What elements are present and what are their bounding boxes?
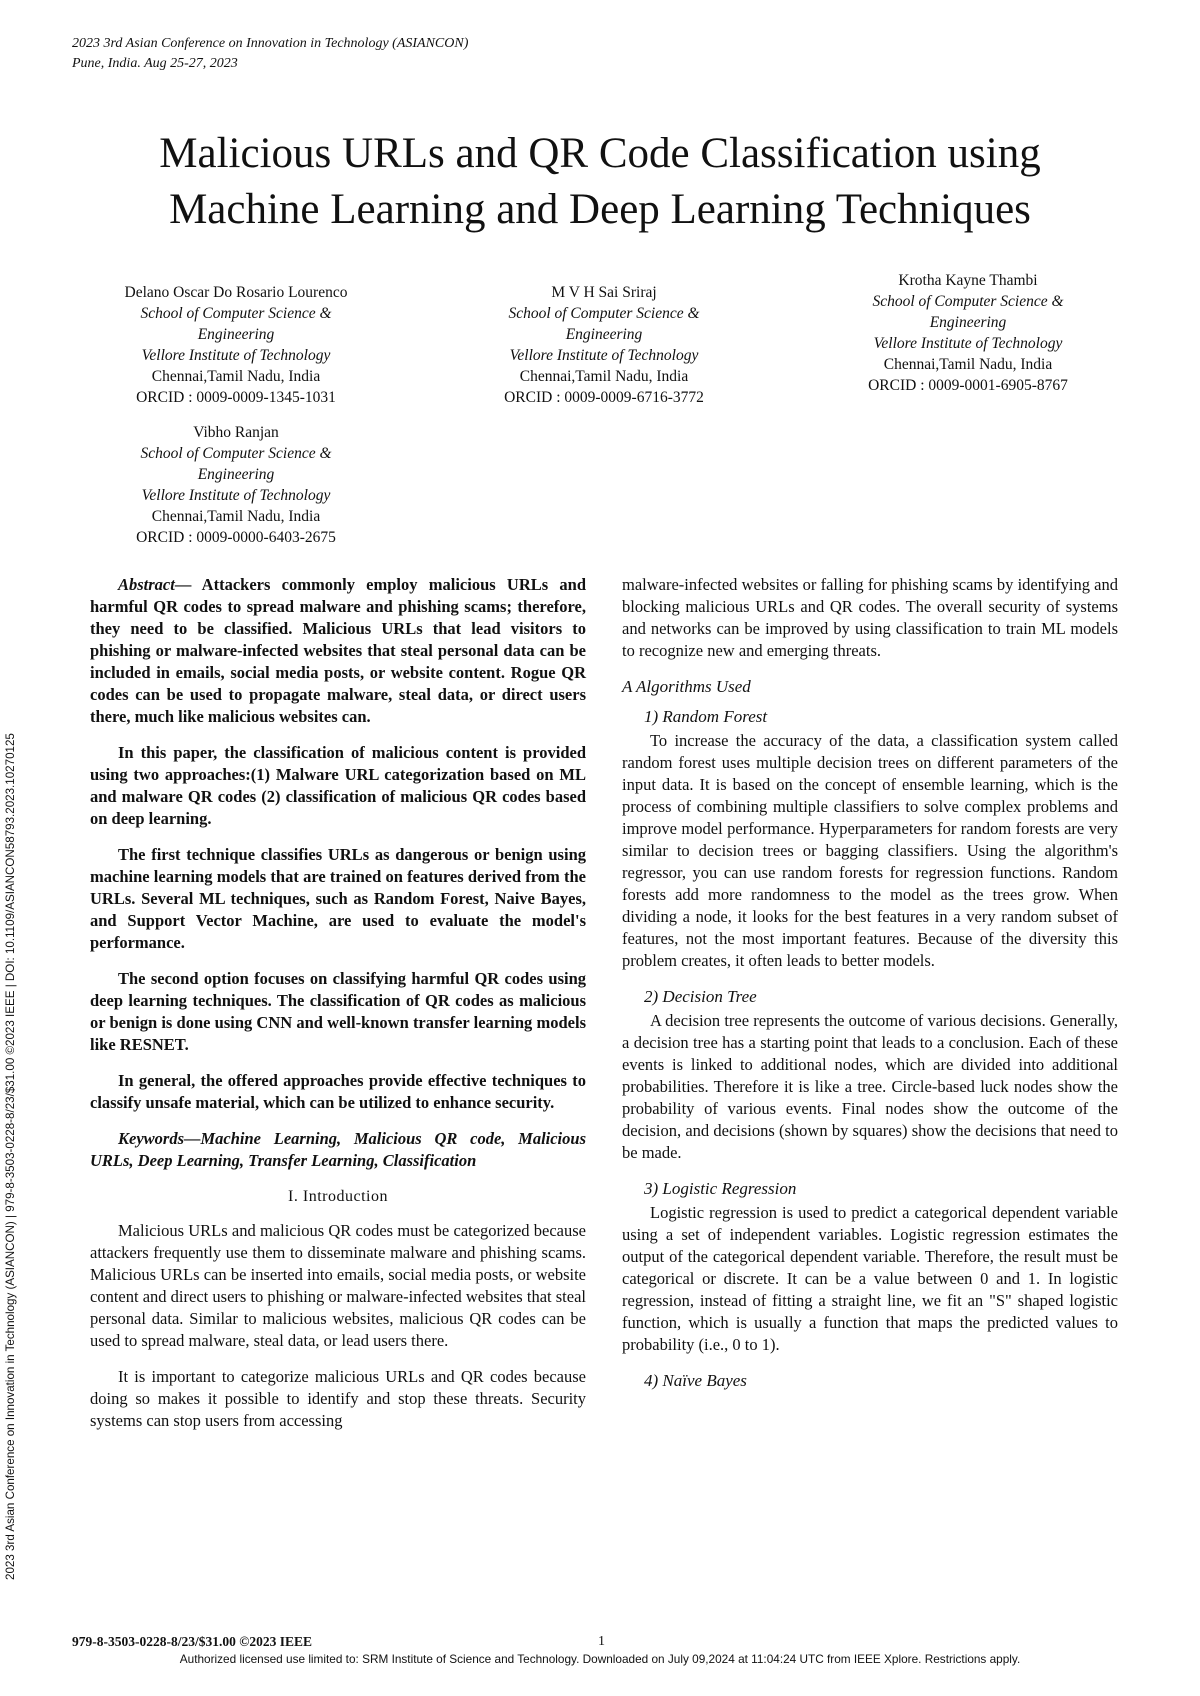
abstract-paragraph-5: In general, the offered approaches provide effective techniques to classify unsafe material, which can be utilized to enhance security. <box>90 1071 586 1112</box>
author-dept-cont: Engineering <box>565 326 643 343</box>
random-forest-text: To increase the accuracy of the data, a classification system called random forest uses multiple decision trees on different parameters of the input data. It is based on the concept of ensemble learning, which is the process of combining multiple classifiers to solve complex problems and improve model performance. Hyperparameters for random forests are very similar to decision trees or bagging classifiers. Using the algorithm's regressor, you can use random forests for regression functions. Random forests add more randomness to the model as the trees grow. When dividing a node, it looks for the best features in a very random subset of features, not the most important features. Because of the diversity this problem creates, it often leads to better models. <box>622 731 1118 970</box>
paper-title <box>60 126 1140 238</box>
logistic-regression-text: Logistic regression is used to predict a categorical dependent variable using a set of independent variables. Logistic regression estimates the output of the categorical dependent variable. Therefore, the result must be categorical or discrete. It can be a value between 0 and 1. In logistic regression, instead of fitting a straight line, we fit an "S" shaped logistic function, which is usually a function that maps the predicted values to probability (i.e., 0 to 1). <box>622 1203 1118 1354</box>
left-column <box>90 574 586 1446</box>
license-notice: Authorized licensed use limited to: SRM Institute of Science and Technology. Downloaded on July 09,2024 at 11:04:24 UTC from IEEE Xplore. Restrictions apply. <box>179 1652 1021 1666</box>
author-dept: School of Computer Science & <box>140 445 332 462</box>
section-heading-introduction: I. Introduction <box>288 1188 388 1205</box>
subsection-heading-algorithms: A Algorithms Used <box>622 677 751 696</box>
abstract-label: Abstract <box>118 575 175 594</box>
conference-location: Pune, India. Aug 25-27, 2023 <box>72 56 238 71</box>
author-name: M V H Sai Sriraj <box>551 284 657 301</box>
author-name: Vibho Ranjan <box>193 424 279 441</box>
author-dept: School of Computer Science & <box>140 305 332 322</box>
author-location: Chennai,Tamil Nadu, India <box>519 368 689 385</box>
title-line-1: Malicious URLs and QR Code Classification using <box>159 130 1041 177</box>
intro-paragraph-1: Malicious URLs and malicious QR codes must be categorized because attackers frequently use them to disseminate malware and phishing scams. Malicious URLs can be inserted into emails, social media posts, or website content and direct users to phishing or malware-infected websites that steal personal data. Similar to malicious websites, malicious QR codes can be used to spread malware, steal data, or lead users there. <box>90 1221 586 1350</box>
title-line-2: Machine Learning and Deep Learning Techniques <box>169 186 1031 233</box>
author-orcid[interactable]: ORCID : 0009-0009-1345-1031 <box>136 389 336 406</box>
heading-naive-bayes: 4) Naïve Bayes <box>644 1371 747 1390</box>
heading-decision-tree: 2) Decision Tree <box>644 987 757 1006</box>
heading-random-forest: 1) Random Forest <box>644 707 768 726</box>
author-institute: Vellore Institute of Technology <box>141 347 331 364</box>
author-location: Chennai,Tamil Nadu, India <box>151 508 321 525</box>
decision-tree-text: A decision tree represents the outcome of various decisions. Generally, a decision tree has a starting point that leads to a conclusion. Each of these events is linked to additional nodes, which are divided into additional probabilities. Therefore it is like a tree. Circle-based luck nodes show the probability of various events. Final nodes show the outcome of the decision, and decisions (shown by squares) show the decisions that need to be made. <box>622 1011 1118 1162</box>
heading-logistic-regression: 3) Logistic Regression <box>644 1179 797 1198</box>
author-block-1 <box>86 282 386 408</box>
intro-paragraph-3: malware-infected websites or falling for phishing scams by identifying and blocking malicious URLs and QR codes. The overall security of systems and networks can be improved by using classification to train ML models to recognize new and emerging threats. <box>622 575 1118 660</box>
page-number: 1 <box>598 1634 605 1649</box>
author-location: Chennai,Tamil Nadu, India <box>883 356 1053 373</box>
conference-header <box>72 34 468 74</box>
author-block-3 <box>818 270 1118 396</box>
author-block-2 <box>454 282 754 408</box>
author-location: Chennai,Tamil Nadu, India <box>151 368 321 385</box>
author-dept-cont: Engineering <box>197 326 275 343</box>
author-orcid[interactable]: ORCID : 0009-0000-6403-2675 <box>136 529 336 546</box>
conference-name: 2023 3rd Asian Conference on Innovation in Technology (ASIANCON) <box>72 36 469 51</box>
author-dept-cont: Engineering <box>929 314 1007 331</box>
abstract-paragraph-4: The second option focuses on classifying harmful QR codes using deep learning techniques. The classification of QR codes as malicious or benign is done using CNN and well-known transfer learning models like RESNET. <box>90 969 586 1054</box>
abstract-paragraph-2: In this paper, the classification of malicious content is provided using two approaches:(1) Malware URL categorization based on ML and malware QR codes (2) classification of malicious QR codes based on deep learning. <box>90 743 586 828</box>
author-dept: School of Computer Science & <box>872 293 1064 310</box>
author-institute: Vellore Institute of Technology <box>509 347 699 364</box>
footer-copyright: 979-8-3503-0228-8/23/$31.00 ©2023 IEEE <box>72 1634 312 1649</box>
doi-side-text[interactable]: 2023 3rd Asian Conference on Innovation in Technology (ASIANCON) | 979-8-3503-0228-8/23/$31.00 ©2023 IEEE | DOI: 10.1109/ASIANCON58793.2023.10270125 <box>4 733 17 1580</box>
author-orcid[interactable]: ORCID : 0009-0009-6716-3772 <box>504 389 704 406</box>
abstract-paragraph-1: Abstract— Attackers commonly employ malicious URLs and harmful QR codes to spread malware and phishing scams; therefore, they need to be classified. Malicious URLs that lead visitors to phishing or malware-infected websites that steal personal data can be included in emails, social media posts, or website content. Rogue QR codes can be used to propagate malware, steal data, or direct users there, much like malicious websites can. <box>90 575 586 726</box>
author-name: Krotha Kayne Thambi <box>898 272 1038 289</box>
author-block-4 <box>86 422 386 548</box>
author-institute: Vellore Institute of Technology <box>141 487 331 504</box>
author-dept: School of Computer Science & <box>508 305 700 322</box>
author-orcid[interactable]: ORCID : 0009-0001-6905-8767 <box>868 377 1068 394</box>
author-dept-cont: Engineering <box>197 466 275 483</box>
keywords: Keywords—Machine Learning, Malicious QR code, Malicious URLs, Deep Learning, Transfer Learning, Classification <box>90 1129 586 1170</box>
author-institute: Vellore Institute of Technology <box>873 335 1063 352</box>
author-name: Delano Oscar Do Rosario Lourenco <box>124 284 348 301</box>
right-column <box>622 574 1118 1394</box>
abstract-paragraph-3: The first technique classifies URLs as dangerous or benign using machine learning models that are trained on features derived from the URLs. Several ML techniques, such as Random Forest, Naive Bayes, and Support Vector Machine, are used to evaluate the model's performance. <box>90 845 586 952</box>
intro-paragraph-2: It is important to categorize malicious URLs and QR codes because doing so makes it possible to identify and stop these threats. Security systems can stop users from accessing <box>90 1367 586 1430</box>
